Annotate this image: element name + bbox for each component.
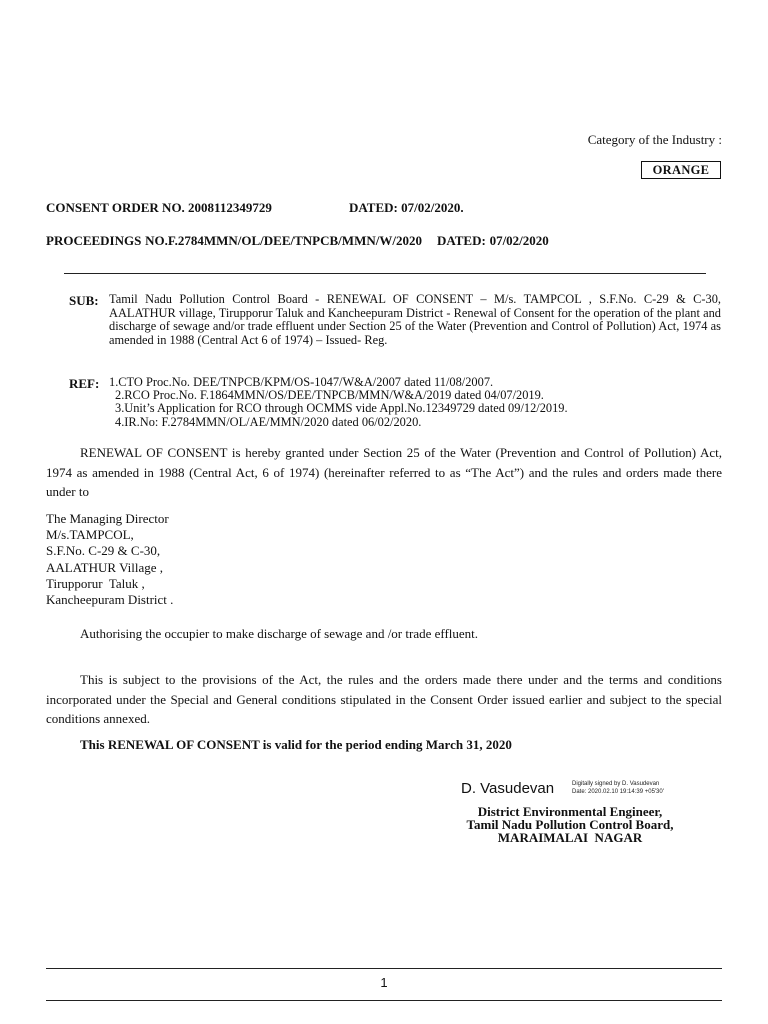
digital-signature-note: [572, 780, 664, 796]
address-line: S.F.No. C-29 & C-30,: [46, 543, 161, 559]
category-label: Category of the Industry :: [587, 132, 722, 147]
reference-item: 4.IR.No: F.2784MMN/OL/AE/MMN/2020 dated 06/02/2020.: [115, 414, 422, 429]
consent-order-line: [46, 200, 464, 216]
signatory-organisation: Tamil Nadu Pollution Control Board,: [466, 817, 674, 832]
subject-text: Tamil Nadu Pollution Control Board - RENEWAL OF CONSENT – M/s. TAMPCOL , S.F.No. C-29 & C-30, AALATHUR village, Tirupporur Taluk and Kancheepuram District - Renewal of Consent for the operation of the plant and discharge of sewage and/or trade effluent under Section 25 of the Water (Prevention and Control of Pollution) Act, 1974 as amended in 1988 (Central Act 6 of 1974) – Issued- Reg.: [109, 292, 721, 347]
reference-item: 1.CTO Proc.No. DEE/TNPCB/KPM/OS-1047/W&A/2007 dated 11/08/2007.: [109, 375, 494, 389]
digital-signature-line: Digitally signed by D. Vasudevan: [572, 781, 660, 787]
footer-divider-bottom: [46, 1000, 722, 1001]
address-line: AALATHUR Village ,: [46, 559, 164, 575]
validity-statement: This RENEWAL OF CONSENT is valid for the period ending March 31, 2020: [80, 737, 512, 752]
digital-signature-date: Date: 2020.02.10 19:14:39 +05'30': [572, 789, 664, 795]
footer-divider-top: [46, 968, 722, 969]
authorising-paragraph: [46, 624, 722, 644]
signatory-block: [420, 805, 720, 844]
address-line: Kancheepuram District .: [46, 592, 174, 608]
reference-label: REF:: [69, 376, 100, 391]
signatory-location: MARAIMALAI NAGAR: [497, 830, 643, 845]
address-line: Tirupporur Taluk ,: [46, 575, 145, 591]
signatory-title: District Environmental Engineer,: [477, 804, 663, 819]
consent-order-date: DATED: 07/02/2020.: [349, 200, 464, 215]
authorising-paragraph-text: Authorising the occupier to make discharge of sewage and /or trade effluent.: [80, 626, 479, 641]
consent-order-number: CONSENT ORDER NO. 2008112349729: [46, 200, 272, 215]
reference-item: 2.RCO Proc.No. F.1864MMN/OS/DEE/TNPCB/MMN/W&A/2019 dated 04/07/2019.: [115, 388, 544, 403]
renewal-paragraph-text: RENEWAL OF CONSENT is hereby granted under Section 25 of the Water (Prevention and Control of Pollution) Act, 1974 as amended in 1988 (Central Act, 6 of 1974) (hereinafter referred to as “The Act”) and the rules and orders made there under to: [46, 445, 722, 499]
address-line: The Managing Director: [46, 511, 169, 526]
conditions-paragraph-text: This is subject to the provisions of the Act, the rules and the orders made there under and the terms and conditions incorporated under the Special and General conditions stipulated in the Consent Order issued earlier and subject to the special conditions annexed.: [46, 672, 722, 726]
address-line: M/s.TAMPCOL,: [46, 527, 134, 543]
category-badge: ORANGE: [641, 161, 721, 179]
divider: [64, 273, 706, 274]
reference-list: [109, 376, 568, 429]
addressee-block: [46, 511, 173, 608]
signature-name: D. Vasudevan: [461, 780, 555, 797]
renewal-paragraph: [46, 443, 722, 502]
proceedings-line: PROCEEDINGS NO.F.2784MMN/OL/DEE/TNPCB/MMN/W/2020 DATED: 07/02/2020: [46, 233, 549, 248]
page-number: 1: [380, 975, 388, 990]
reference-item: 3.Unit’s Application for RCO through OCMMS vide Appl.No.12349729 dated 09/12/2019.: [115, 401, 568, 416]
subject-label: SUB:: [69, 293, 99, 308]
conditions-paragraph: [46, 670, 722, 729]
